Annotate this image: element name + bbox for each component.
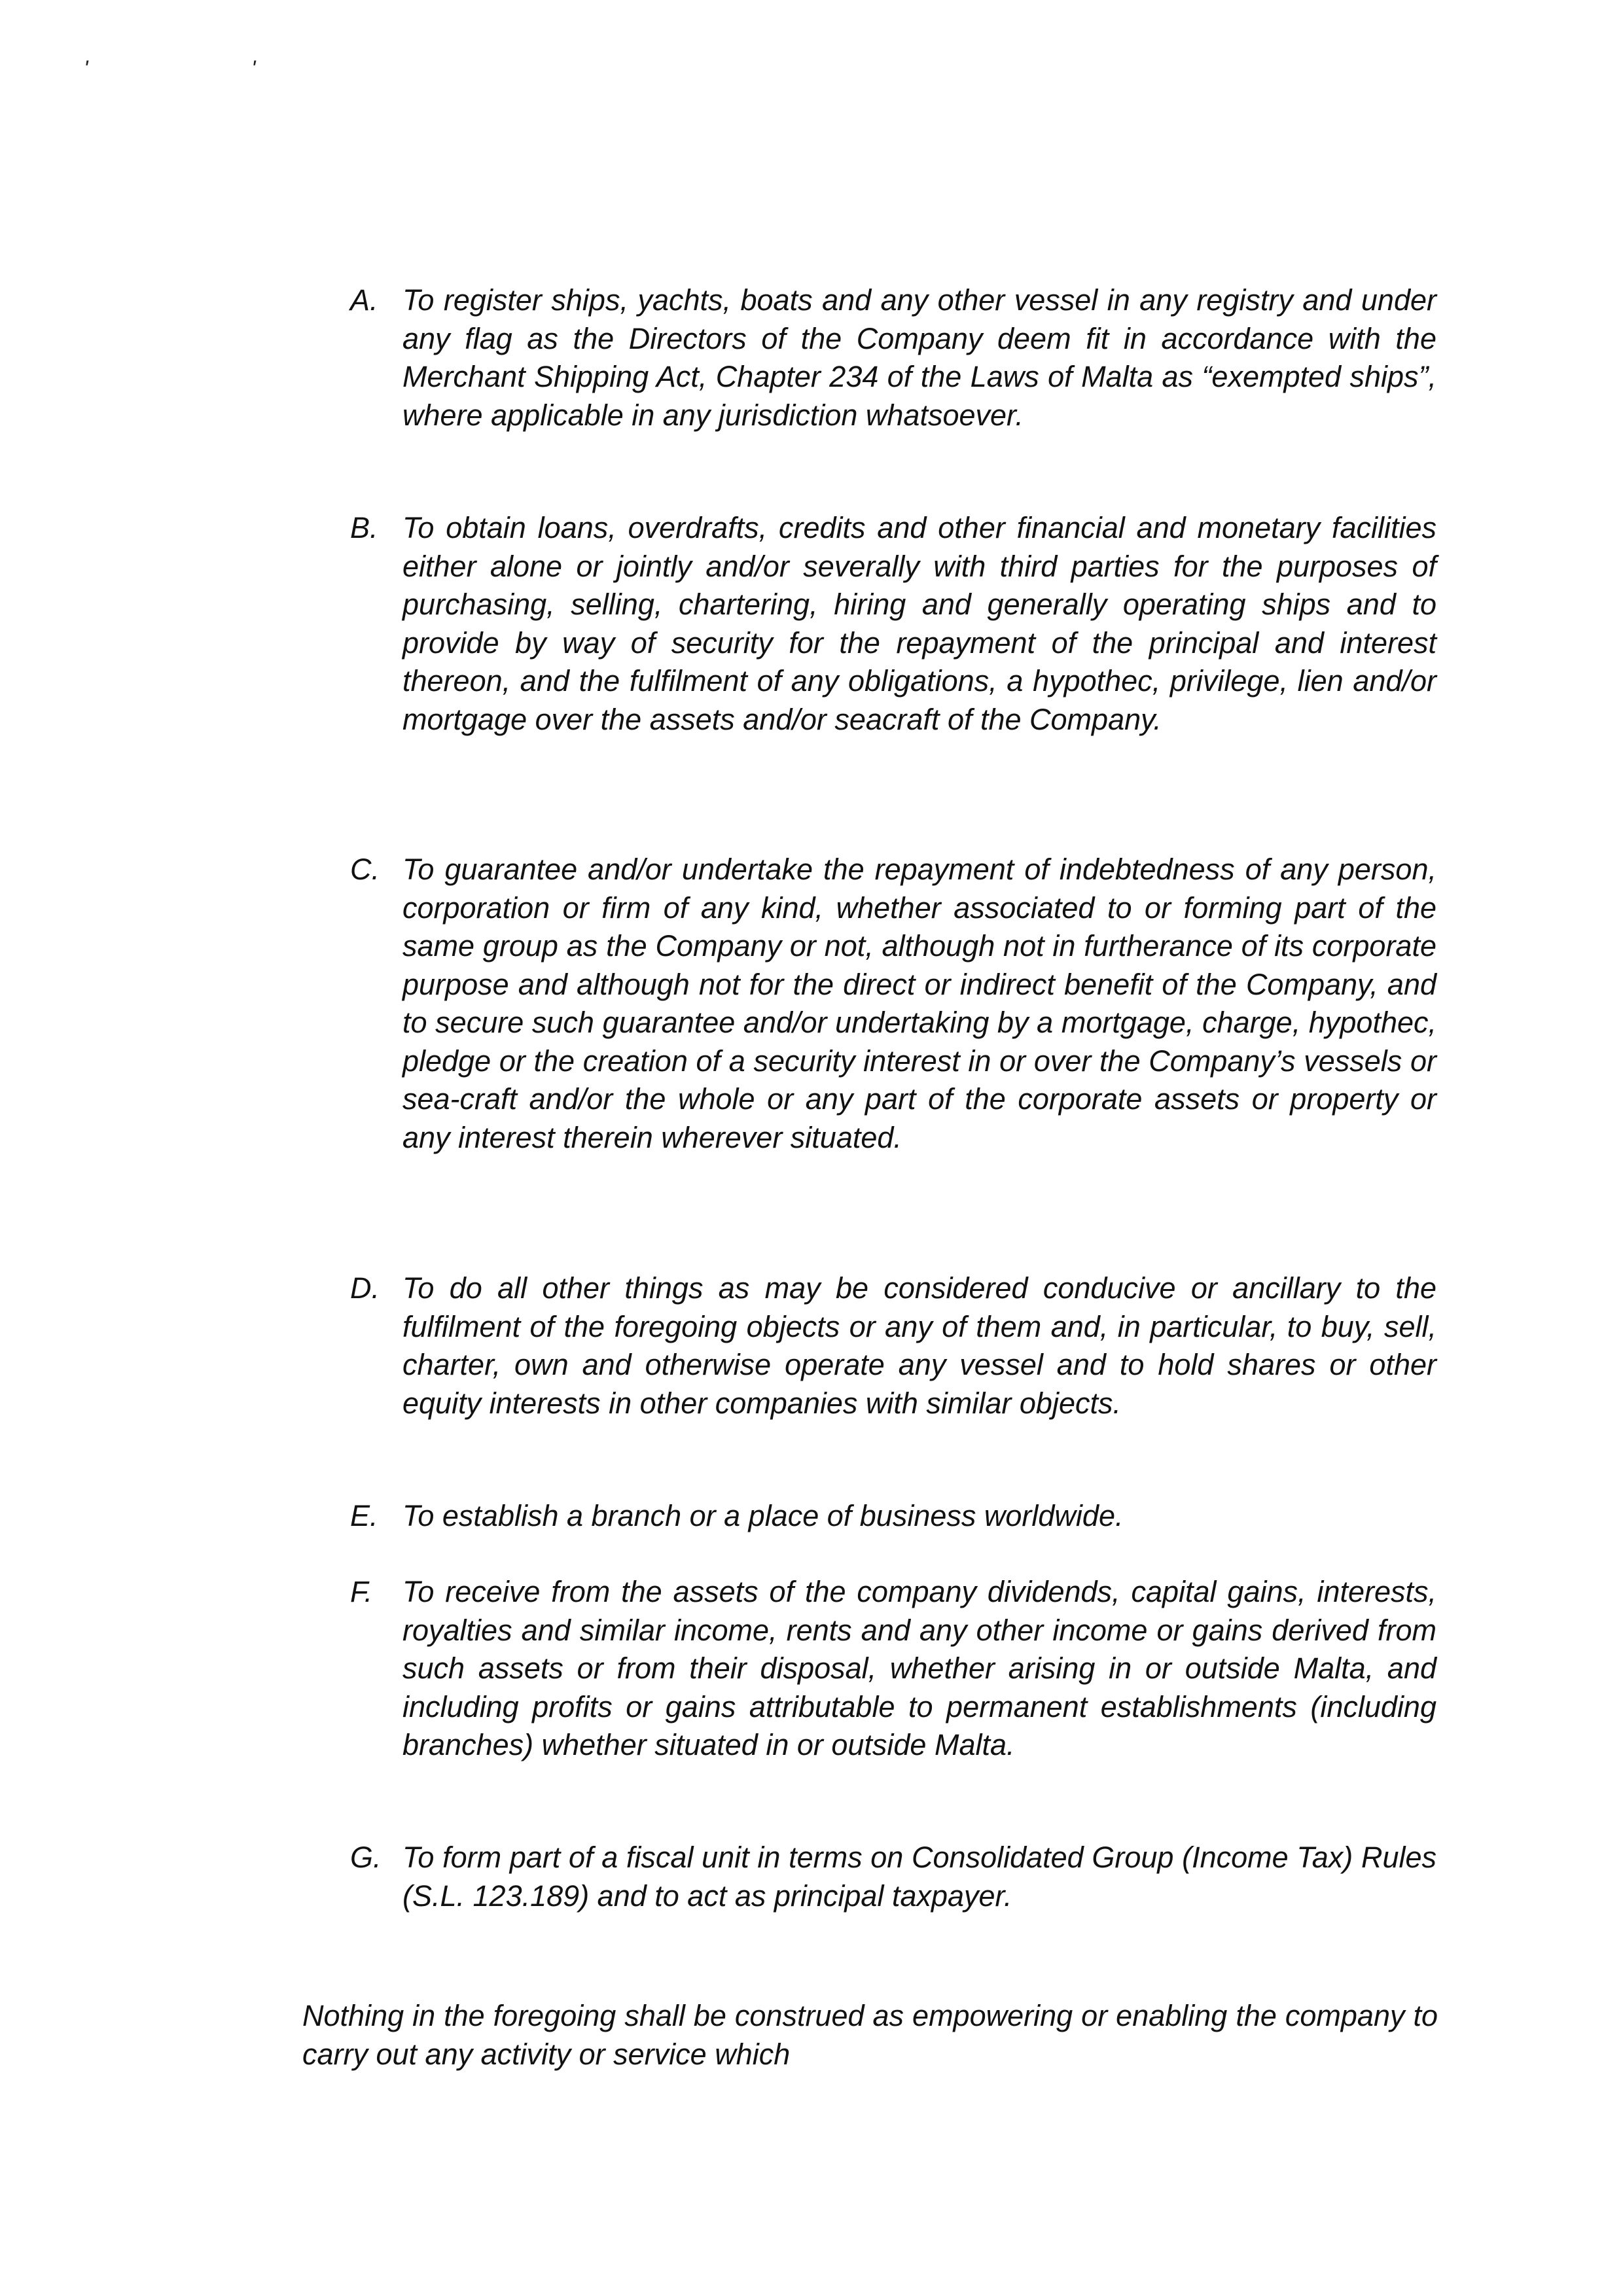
clause-letter: C.: [350, 853, 380, 886]
clause-letter: B.: [350, 511, 378, 544]
clause-text: To guarantee and/or undertake the repayment of indebtedness of any person, corporation or firm of any kind, whether associated to or forming part of the same group as the Company or not, although not in furtherance of its corporate purpose and although not for the direct or indirect benefit of the Company, and to secure such guarantee and/or undertaking by a mortgage, charge, hypothec, pledge or the creation of a security interest in or over the Company’s vessels or sea-craft and/or the whole or any part of the corporate assets or property or any interest therein wherever situated.: [402, 853, 1436, 1154]
clause-letter: G.: [350, 1841, 382, 1874]
clause-letter: E.: [350, 1499, 378, 1532]
clause-text: To obtain loans, overdrafts, credits and other financial and monetary facilities either alone or jointly and/or severally with third parties for the purposes of purchasing, selling, chartering, hiring and generally operating ships and to provide by way of security for the repayment of the principal and interest thereon, and the fulfilment of any obligations, a hypothec, privilege, lien and/or mortgage over the assets and/or seacraft of the Company.: [402, 511, 1436, 736]
clause-text: To establish a branch or a place of business worldwide.: [402, 1499, 1124, 1532]
page-marks: ' ': [84, 56, 334, 81]
closing-paragraph: Nothing in the foregoing shall be construed as empowering or enabling the company to carry out any activity or service which: [302, 1999, 1438, 2071]
clause-text: To form part of a fiscal unit in terms on Consolidated Group (Income Tax) Rules (S.L. 123.189) and to act as principal taxpayer.: [402, 1841, 1436, 1913]
clause-text: To do all other things as may be considered conducive or ancillary to the fulfilment of the foregoing objects or any of them and, in particular, to buy, sell, charter, own and otherwise operate any vessel and to hold shares or other equity interests in other companies with similar objects.: [402, 1271, 1436, 1420]
clause-text: To receive from the assets of the company dividends, capital gains, interests, royalties and similar income, rents and any other income or gains derived from such assets or from their disposal, whether arising in or outside Malta, and including profits or gains attributable to permanent establishments (including branches) whether situated in or outside Malta.: [402, 1575, 1436, 1761]
clause-letter: F.: [350, 1575, 373, 1608]
clause-letter: D.: [350, 1271, 380, 1305]
clause-text: To register ships, yachts, boats and any other vessel in any registry and under any flag as the Directors of the Company deem fit in accordance with the Merchant Shipping Act, Chapter 234 of the Laws of Malta as “exempted ships”, where applicable in any jurisdiction whatsoever.: [402, 283, 1436, 432]
clause-letter: A.: [350, 283, 378, 317]
